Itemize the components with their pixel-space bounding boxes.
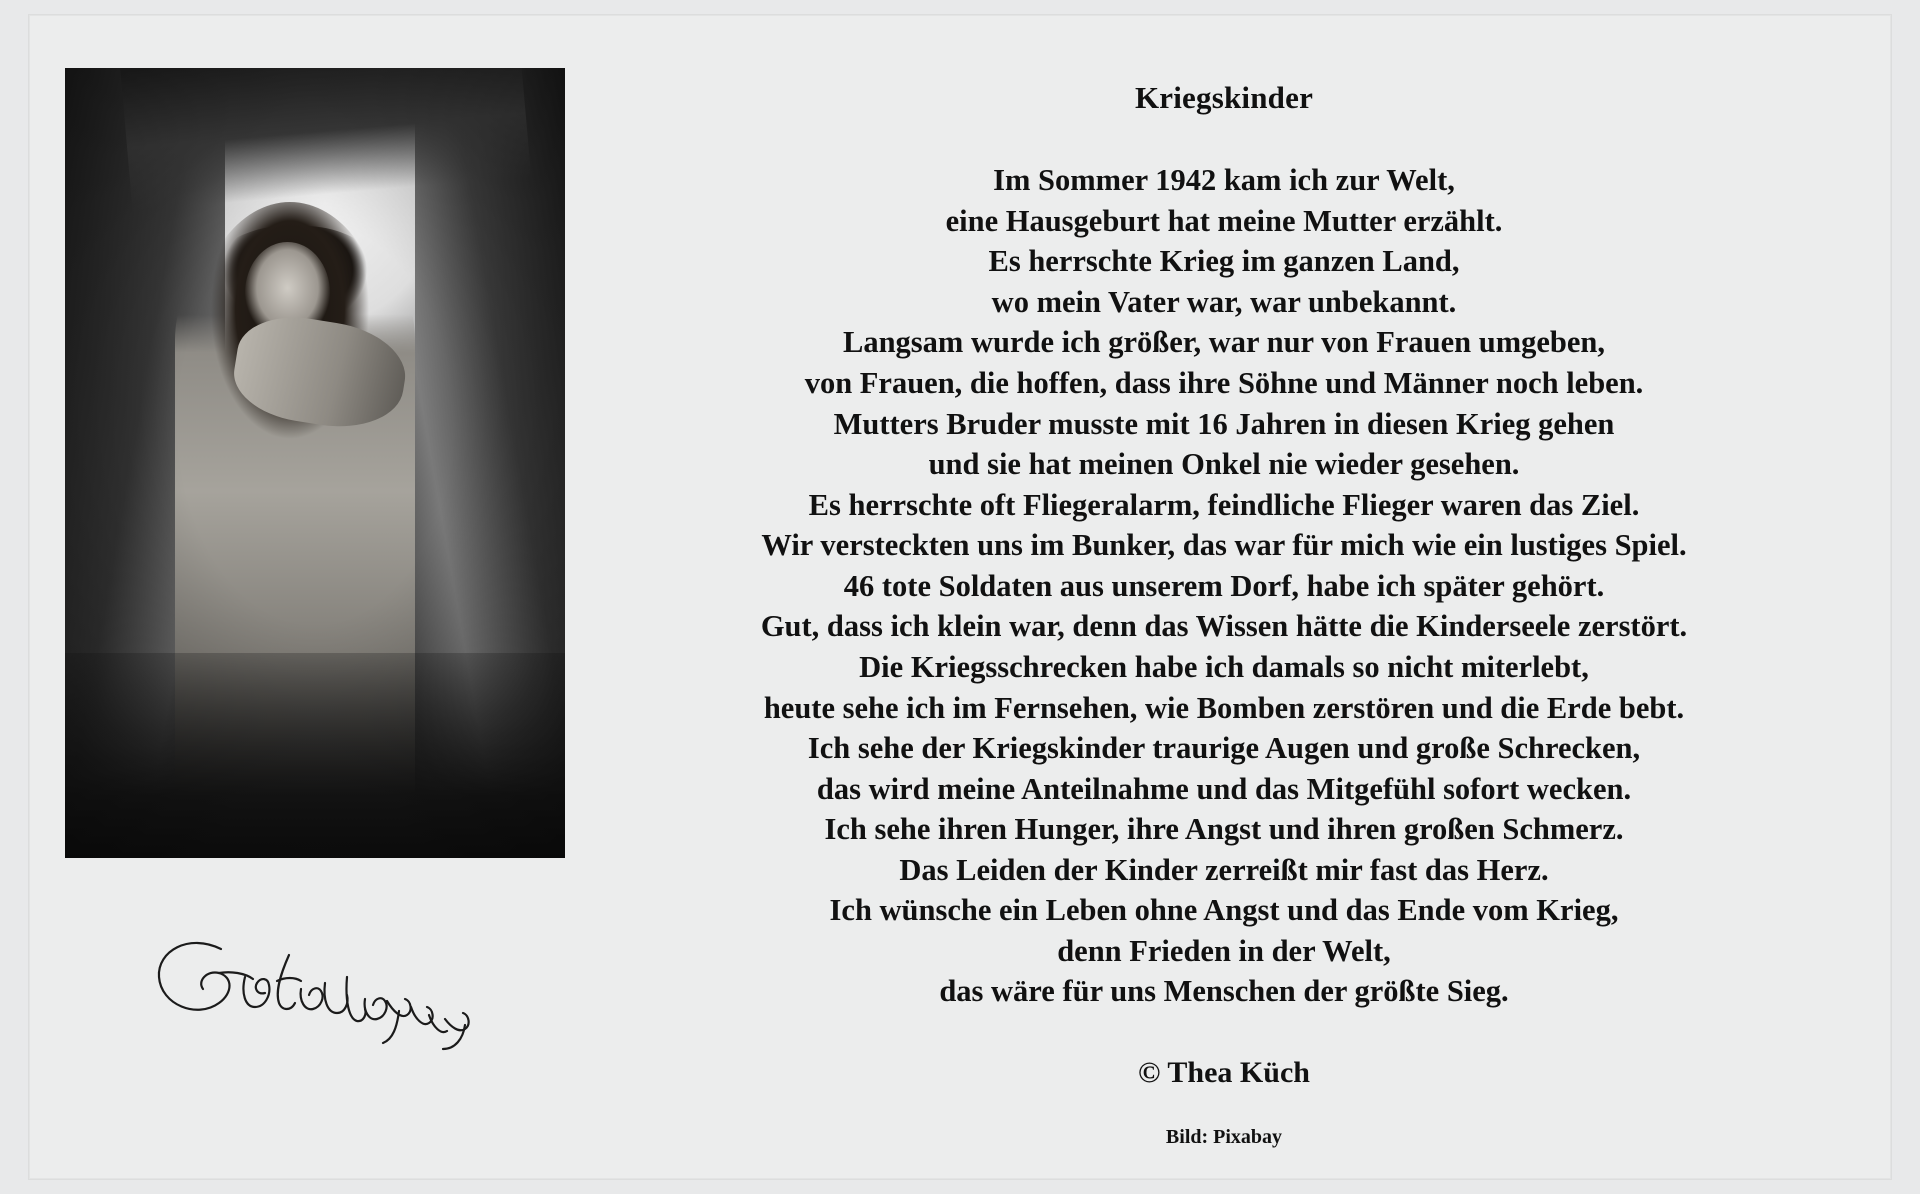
image-credit: Bild: Pixabay [1165, 1126, 1283, 1148]
poem-line: Langsam wurde ich größer, war nur von Frauen umgeben, [843, 325, 1605, 360]
poem-line: wo mein Vater war, war unbekannt. [991, 284, 1457, 319]
poem-line: Ich wünsche ein Leben ohne Angst und das Ende vom Krieg, [829, 893, 1619, 928]
poem-line: von Frauen, die hoffen, dass ihre Söhne und Männer noch leben. [804, 366, 1644, 400]
poem-line: das wird meine Anteilnahme und das Mitgefühl sofort wecken. [816, 771, 1632, 806]
poem-block [589, 65, 1859, 1149]
poem-line: Das Leiden der Kinder zerreißt mir fast das Herz. [899, 852, 1549, 887]
poem-line: Die Kriegsschrecken habe ich damals so nicht miterlebt, [859, 649, 1589, 684]
poem-line: denn Frieden in der Welt, [1057, 933, 1391, 968]
photo-frame [65, 68, 565, 858]
poem-card [28, 14, 1892, 1180]
poem-line: Es herrschte Krieg im ganzen Land, [988, 244, 1460, 279]
poem-line: eine Hausgeburt hat meine Mutter erzählt. [945, 203, 1503, 238]
poem-line: 46 tote Soldaten aus unserem Dorf, habe ich später gehört. [843, 568, 1605, 603]
poem-line: Mutters Bruder musste mit 16 Jahren in diesen Krieg gehen [833, 406, 1615, 441]
poem-line: Ich sehe ihren Hunger, ihre Angst und ihren großen Schmerz. [824, 812, 1624, 847]
poem-line: Ich sehe der Kriegskinder traurige Augen und große Schrecken, [807, 731, 1641, 766]
poem-line: und sie hat meinen Onkel nie wieder gesehen. [928, 447, 1520, 482]
poem-line: heute sehe ich im Fernsehen, wie Bomben zerstören und die Erde bebt. [763, 690, 1685, 725]
poem-line: das wäre für uns Menschen der größte Sieg. [939, 974, 1509, 1009]
poem-title: Kriegskinder [1134, 80, 1314, 115]
poem-line: Im Sommer 1942 kam ich zur Welt, [993, 163, 1455, 198]
poem-line: Es herrschte oft Fliegeralarm, feindliche Flieger waren das Ziel. [808, 487, 1640, 522]
poem-author: © Thea Küch [1138, 1056, 1310, 1089]
poem-line: Wir versteckten uns im Bunker, das war für mich wie ein lustiges Spiel. [761, 528, 1687, 563]
photo-vignette [65, 68, 565, 858]
poem-line: Gut, dass ich klein war, denn das Wissen hätte die Kinderseele zerstört. [760, 609, 1688, 644]
signature-gedichtezauber [149, 915, 479, 1065]
poem-lines [589, 160, 1859, 1012]
photo-girl [65, 68, 565, 858]
